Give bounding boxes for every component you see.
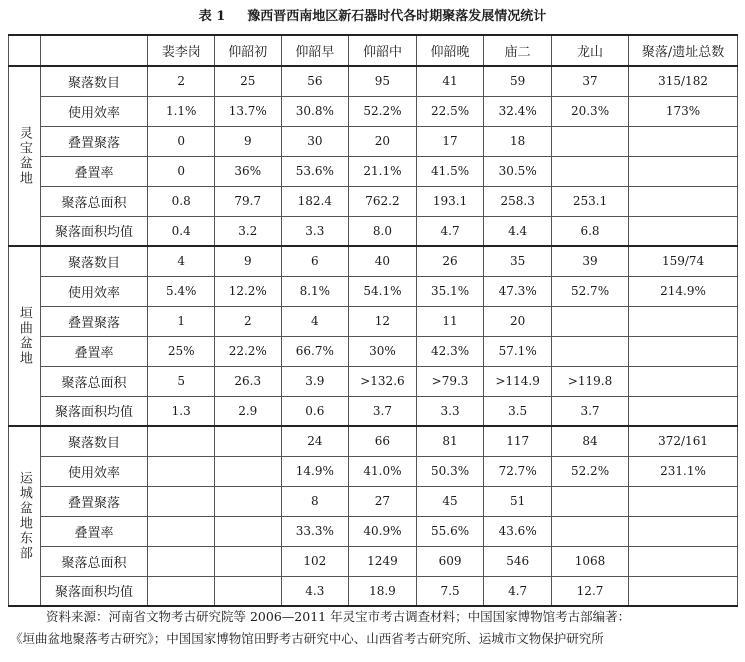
table-cell: 1.3 bbox=[148, 396, 215, 426]
table-cell: 59 bbox=[484, 66, 552, 96]
table-cell: 40 bbox=[349, 246, 417, 276]
table-row bbox=[9, 366, 738, 396]
table-cell: 6 bbox=[281, 246, 349, 276]
table-cell: 30% bbox=[349, 336, 417, 366]
region-label: 灵宝盆地 bbox=[9, 66, 41, 246]
table-cell bbox=[214, 516, 281, 546]
settlement-statistics-table bbox=[8, 34, 738, 607]
source-note-line: 《垣曲盆地聚落考古研究》；中国国家博物馆田野考古研究中心、山西省考古研究所、运城市文物保护研究所 bbox=[10, 631, 604, 646]
table-cell: 84 bbox=[551, 426, 628, 456]
table-cell: 56 bbox=[281, 66, 349, 96]
table-cell: 20 bbox=[349, 126, 417, 156]
table-cell: 9 bbox=[214, 126, 281, 156]
table-row bbox=[9, 396, 738, 426]
table-cell: 173% bbox=[629, 96, 738, 126]
table-cell bbox=[629, 336, 738, 366]
table-cell: 25% bbox=[148, 336, 215, 366]
table-cell: 102 bbox=[281, 546, 349, 576]
table-cell: >114.9 bbox=[484, 366, 552, 396]
table-cell: >119.8 bbox=[551, 366, 628, 396]
table-cell: 258.3 bbox=[484, 186, 552, 216]
table-cell bbox=[551, 126, 628, 156]
header-row bbox=[9, 35, 738, 66]
row-label: 叠置聚落 bbox=[40, 486, 148, 516]
table-cell: 54.1% bbox=[349, 276, 417, 306]
table-cell: 0.4 bbox=[148, 216, 215, 246]
table-cell: 22.5% bbox=[416, 96, 484, 126]
table-cell: 22.2% bbox=[214, 336, 281, 366]
table-cell: 8.0 bbox=[349, 216, 417, 246]
table-body bbox=[9, 66, 738, 606]
table-cell: 8 bbox=[281, 486, 349, 516]
table-cell bbox=[214, 576, 281, 606]
table-row bbox=[9, 186, 738, 216]
table-row bbox=[9, 336, 738, 366]
table-cell: 52.2% bbox=[551, 456, 628, 486]
table-cell: 52.7% bbox=[551, 276, 628, 306]
table-cell: 26.3 bbox=[214, 366, 281, 396]
table-cell: 2.9 bbox=[214, 396, 281, 426]
table-cell: 9 bbox=[214, 246, 281, 276]
table-cell: 117 bbox=[484, 426, 552, 456]
table-cell: 0 bbox=[148, 156, 215, 186]
table-cell: 182.4 bbox=[281, 186, 349, 216]
table-cell bbox=[551, 306, 628, 336]
table-cell bbox=[148, 486, 215, 516]
table-cell: 95 bbox=[349, 66, 417, 96]
table-cell: 4.4 bbox=[484, 216, 552, 246]
row-label: 聚落数目 bbox=[40, 66, 148, 96]
table-cell: 762.2 bbox=[349, 186, 417, 216]
table-row bbox=[9, 156, 738, 186]
table-row bbox=[9, 546, 738, 576]
table-cell: 3.2 bbox=[214, 216, 281, 246]
table-cell: 35.1% bbox=[416, 276, 484, 306]
table-cell: 1 bbox=[148, 306, 215, 336]
row-label: 聚落总面积 bbox=[40, 546, 148, 576]
table-cell bbox=[629, 156, 738, 186]
row-label: 聚落面积均值 bbox=[40, 576, 148, 606]
table-cell: 35 bbox=[484, 246, 552, 276]
table-cell: 253.1 bbox=[551, 186, 628, 216]
table-cell: 42.3% bbox=[416, 336, 484, 366]
table-cell: 55.6% bbox=[416, 516, 484, 546]
table-cell bbox=[148, 546, 215, 576]
table-cell: 32.4% bbox=[484, 96, 552, 126]
column-header: 仰韶晚 bbox=[416, 35, 484, 66]
table-cell: 0 bbox=[148, 126, 215, 156]
table-cell: 1249 bbox=[349, 546, 417, 576]
table-cell: >132.6 bbox=[349, 366, 417, 396]
table-cell: 4 bbox=[148, 246, 215, 276]
table-cell: 3.5 bbox=[484, 396, 552, 426]
column-header: 仰韶早 bbox=[281, 35, 349, 66]
table-cell: 57.1% bbox=[484, 336, 552, 366]
table-cell: 3.7 bbox=[551, 396, 628, 426]
table-cell: 30.8% bbox=[281, 96, 349, 126]
table-cell bbox=[551, 156, 628, 186]
row-label: 使用效率 bbox=[40, 276, 148, 306]
table-cell: 4.7 bbox=[484, 576, 552, 606]
table-cell bbox=[214, 426, 281, 456]
table-cell: 4.7 bbox=[416, 216, 484, 246]
table-row bbox=[9, 456, 738, 486]
table-cell: 41 bbox=[416, 66, 484, 96]
table-cell: 81 bbox=[416, 426, 484, 456]
table-cell: 5.4% bbox=[148, 276, 215, 306]
table-cell: 18.9 bbox=[349, 576, 417, 606]
table-cell bbox=[629, 306, 738, 336]
table-cell: 51 bbox=[484, 486, 552, 516]
table-cell: 3.7 bbox=[349, 396, 417, 426]
table-number: 表 1 bbox=[198, 9, 226, 24]
table-cell: 72.7% bbox=[484, 456, 552, 486]
table-cell bbox=[629, 216, 738, 246]
table-cell: 20.3% bbox=[551, 96, 628, 126]
table-cell: 7.5 bbox=[416, 576, 484, 606]
source-note bbox=[10, 606, 740, 650]
table-cell: 14.9% bbox=[281, 456, 349, 486]
table-cell: 27 bbox=[349, 486, 417, 516]
table-cell: 20 bbox=[484, 306, 552, 336]
header-corner bbox=[9, 35, 41, 66]
row-label: 叠置聚落 bbox=[40, 126, 148, 156]
table-cell: 47.3% bbox=[484, 276, 552, 306]
table-cell: 193.1 bbox=[416, 186, 484, 216]
source-note-line: 资料来源：河南省文物考古研究院等 2006—2011 年灵宝市考古调查材料；中国国家博物馆考古部编著： bbox=[46, 609, 631, 624]
row-label: 聚落面积均值 bbox=[40, 396, 148, 426]
table-cell bbox=[551, 516, 628, 546]
row-label: 叠置率 bbox=[40, 516, 148, 546]
table-cell: 24 bbox=[281, 426, 349, 456]
table-cell: 52.2% bbox=[349, 96, 417, 126]
column-header: 裴李岗 bbox=[148, 35, 215, 66]
table-cell: 609 bbox=[416, 546, 484, 576]
table-cell bbox=[214, 486, 281, 516]
table-cell: 214.9% bbox=[629, 276, 738, 306]
table-cell: 8.1% bbox=[281, 276, 349, 306]
table-cell: 12.2% bbox=[214, 276, 281, 306]
table-cell: 53.6% bbox=[281, 156, 349, 186]
table-cell: 1.1% bbox=[148, 96, 215, 126]
table-cell: 546 bbox=[484, 546, 552, 576]
table-cell: 40.9% bbox=[349, 516, 417, 546]
table-row bbox=[9, 66, 738, 96]
table-cell: 231.1% bbox=[629, 456, 738, 486]
table-cell: 39 bbox=[551, 246, 628, 276]
header-corner-label bbox=[40, 35, 148, 66]
table-cell: 5 bbox=[148, 366, 215, 396]
column-header: 仰韶初 bbox=[214, 35, 281, 66]
region-label: 运城盆地东部 bbox=[9, 426, 41, 606]
table-cell: 79.7 bbox=[214, 186, 281, 216]
table-cell bbox=[629, 576, 738, 606]
table-cell bbox=[629, 396, 738, 426]
column-header: 仰韶中 bbox=[349, 35, 417, 66]
table-cell bbox=[148, 426, 215, 456]
table-cell bbox=[551, 336, 628, 366]
table-row bbox=[9, 516, 738, 546]
table-cell bbox=[148, 456, 215, 486]
table-cell: 159/74 bbox=[629, 246, 738, 276]
table-cell: 2 bbox=[148, 66, 215, 96]
table-cell bbox=[629, 186, 738, 216]
column-header: 龙山 bbox=[551, 35, 628, 66]
column-header: 庙二 bbox=[484, 35, 552, 66]
column-header: 聚落/遗址总数 bbox=[629, 35, 738, 66]
table-row bbox=[9, 276, 738, 306]
table-cell bbox=[629, 486, 738, 516]
table-cell: 66.7% bbox=[281, 336, 349, 366]
table-cell: 4.3 bbox=[281, 576, 349, 606]
row-label: 使用效率 bbox=[40, 456, 148, 486]
table-cell: 36% bbox=[214, 156, 281, 186]
table-cell bbox=[629, 516, 738, 546]
row-label: 聚落面积均值 bbox=[40, 216, 148, 246]
table-cell bbox=[148, 576, 215, 606]
table-cell: 41.0% bbox=[349, 456, 417, 486]
row-label: 聚落数目 bbox=[40, 246, 148, 276]
table-row bbox=[9, 96, 738, 126]
table-cell bbox=[148, 516, 215, 546]
table-cell: 6.8 bbox=[551, 216, 628, 246]
table-cell: 3.3 bbox=[281, 216, 349, 246]
table-title bbox=[0, 4, 745, 30]
table-cell bbox=[214, 456, 281, 486]
table-cell: 1068 bbox=[551, 546, 628, 576]
table-cell: 45 bbox=[416, 486, 484, 516]
table-cell: 66 bbox=[349, 426, 417, 456]
table-cell: 30 bbox=[281, 126, 349, 156]
row-label: 叠置率 bbox=[40, 336, 148, 366]
table-cell: 0.8 bbox=[148, 186, 215, 216]
row-label: 叠置率 bbox=[40, 156, 148, 186]
table-cell bbox=[629, 126, 738, 156]
table-row bbox=[9, 126, 738, 156]
row-label: 聚落数目 bbox=[40, 426, 148, 456]
table-cell: 0.6 bbox=[281, 396, 349, 426]
table-cell: 2 bbox=[214, 306, 281, 336]
table-cell bbox=[629, 366, 738, 396]
table-row bbox=[9, 246, 738, 276]
table-cell: 17 bbox=[416, 126, 484, 156]
table-cell: 372/161 bbox=[629, 426, 738, 456]
table-row bbox=[9, 576, 738, 606]
table-cell: 50.3% bbox=[416, 456, 484, 486]
table-cell: 18 bbox=[484, 126, 552, 156]
row-label: 叠置聚落 bbox=[40, 306, 148, 336]
table-cell: 11 bbox=[416, 306, 484, 336]
table-caption: 豫西晋西南地区新石器时代各时期聚落发展情况统计 bbox=[247, 9, 547, 24]
table-cell bbox=[214, 546, 281, 576]
table-cell: 4 bbox=[281, 306, 349, 336]
table-cell: 33.3% bbox=[281, 516, 349, 546]
table-cell: 12.7 bbox=[551, 576, 628, 606]
table-cell: 25 bbox=[214, 66, 281, 96]
table-cell: 43.6% bbox=[484, 516, 552, 546]
table-row bbox=[9, 306, 738, 336]
row-label: 聚落总面积 bbox=[40, 366, 148, 396]
table-cell: 37 bbox=[551, 66, 628, 96]
table-cell: 12 bbox=[349, 306, 417, 336]
table-cell: 41.5% bbox=[416, 156, 484, 186]
row-label: 使用效率 bbox=[40, 96, 148, 126]
table-row bbox=[9, 426, 738, 456]
table-cell: 30.5% bbox=[484, 156, 552, 186]
table-cell bbox=[551, 486, 628, 516]
region-label: 垣曲盆地 bbox=[9, 246, 41, 426]
table-cell: 13.7% bbox=[214, 96, 281, 126]
table-row bbox=[9, 216, 738, 246]
table-cell: 3.9 bbox=[281, 366, 349, 396]
table-cell: 3.3 bbox=[416, 396, 484, 426]
table-cell: 21.1% bbox=[349, 156, 417, 186]
table-cell bbox=[629, 546, 738, 576]
table-cell: 26 bbox=[416, 246, 484, 276]
table-row bbox=[9, 486, 738, 516]
table-cell: 315/182 bbox=[629, 66, 738, 96]
table-cell: >79.3 bbox=[416, 366, 484, 396]
row-label: 聚落总面积 bbox=[40, 186, 148, 216]
